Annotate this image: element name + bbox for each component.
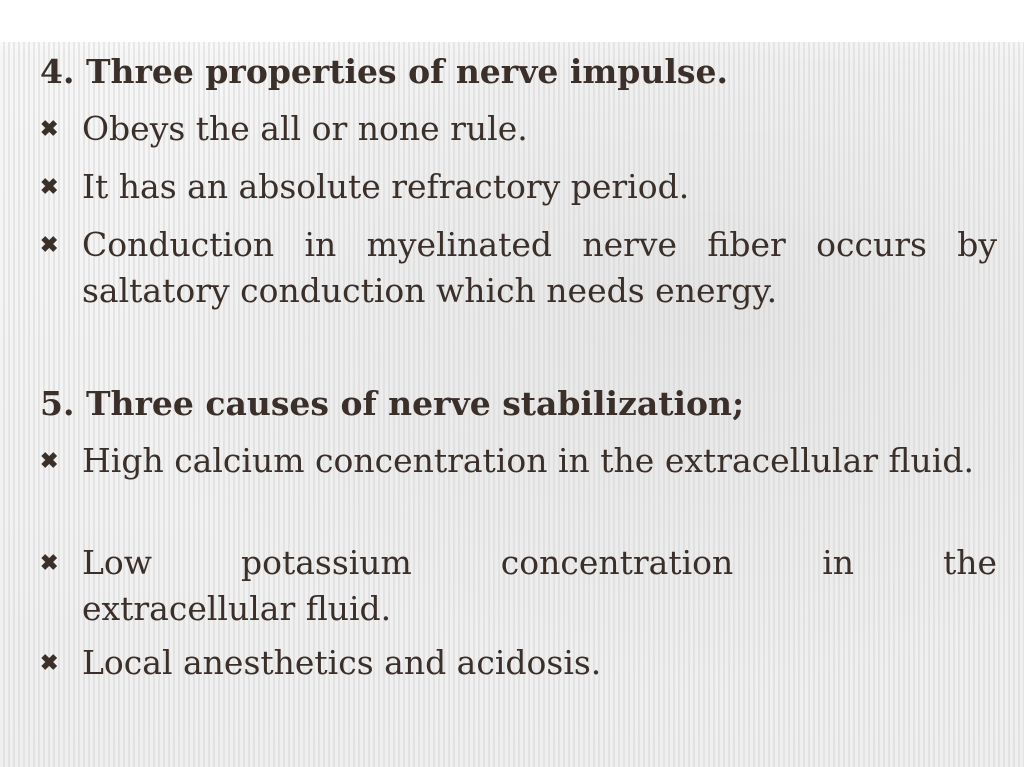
list-item xyxy=(40,222,1000,314)
section-5-heading: 5. Three causes of nerve stabilization; xyxy=(40,384,745,423)
word: potassium xyxy=(240,543,412,582)
bullet-text: Conduction in myelinated nerve fiber occurs by saltatory conduction which needs energy. xyxy=(82,225,997,310)
list-item xyxy=(40,438,1000,484)
word: Low xyxy=(82,543,153,582)
cross-bullet-icon: ✖ xyxy=(40,448,59,474)
cross-bullet-icon: ✖ xyxy=(40,174,59,200)
word: the xyxy=(942,543,997,582)
cross-bullet-icon: ✖ xyxy=(40,116,59,142)
list-item xyxy=(40,106,1000,152)
bullet-text: Local anesthetics and acidosis. xyxy=(82,643,602,682)
word: in xyxy=(822,543,855,582)
bullet-text: High calcium concentration in the extracellular fluid. xyxy=(82,441,974,480)
list-item xyxy=(40,640,1000,686)
bullet-text: It has an absolute refractory period. xyxy=(82,167,690,206)
list-item xyxy=(40,164,1000,210)
bullet-text-line-1 xyxy=(82,540,997,586)
cross-bullet-icon: ✖ xyxy=(40,650,59,676)
cross-bullet-icon: ✖ xyxy=(40,550,59,576)
bullet-text-line-2: extracellular fluid. xyxy=(82,589,392,628)
section-4-heading: 4. Three properties of nerve impulse. xyxy=(40,52,728,91)
list-item xyxy=(40,540,1000,632)
cross-bullet-icon: ✖ xyxy=(40,232,59,258)
bullet-text: Obeys the all or none rule. xyxy=(82,109,528,148)
word: concentration xyxy=(500,543,734,582)
